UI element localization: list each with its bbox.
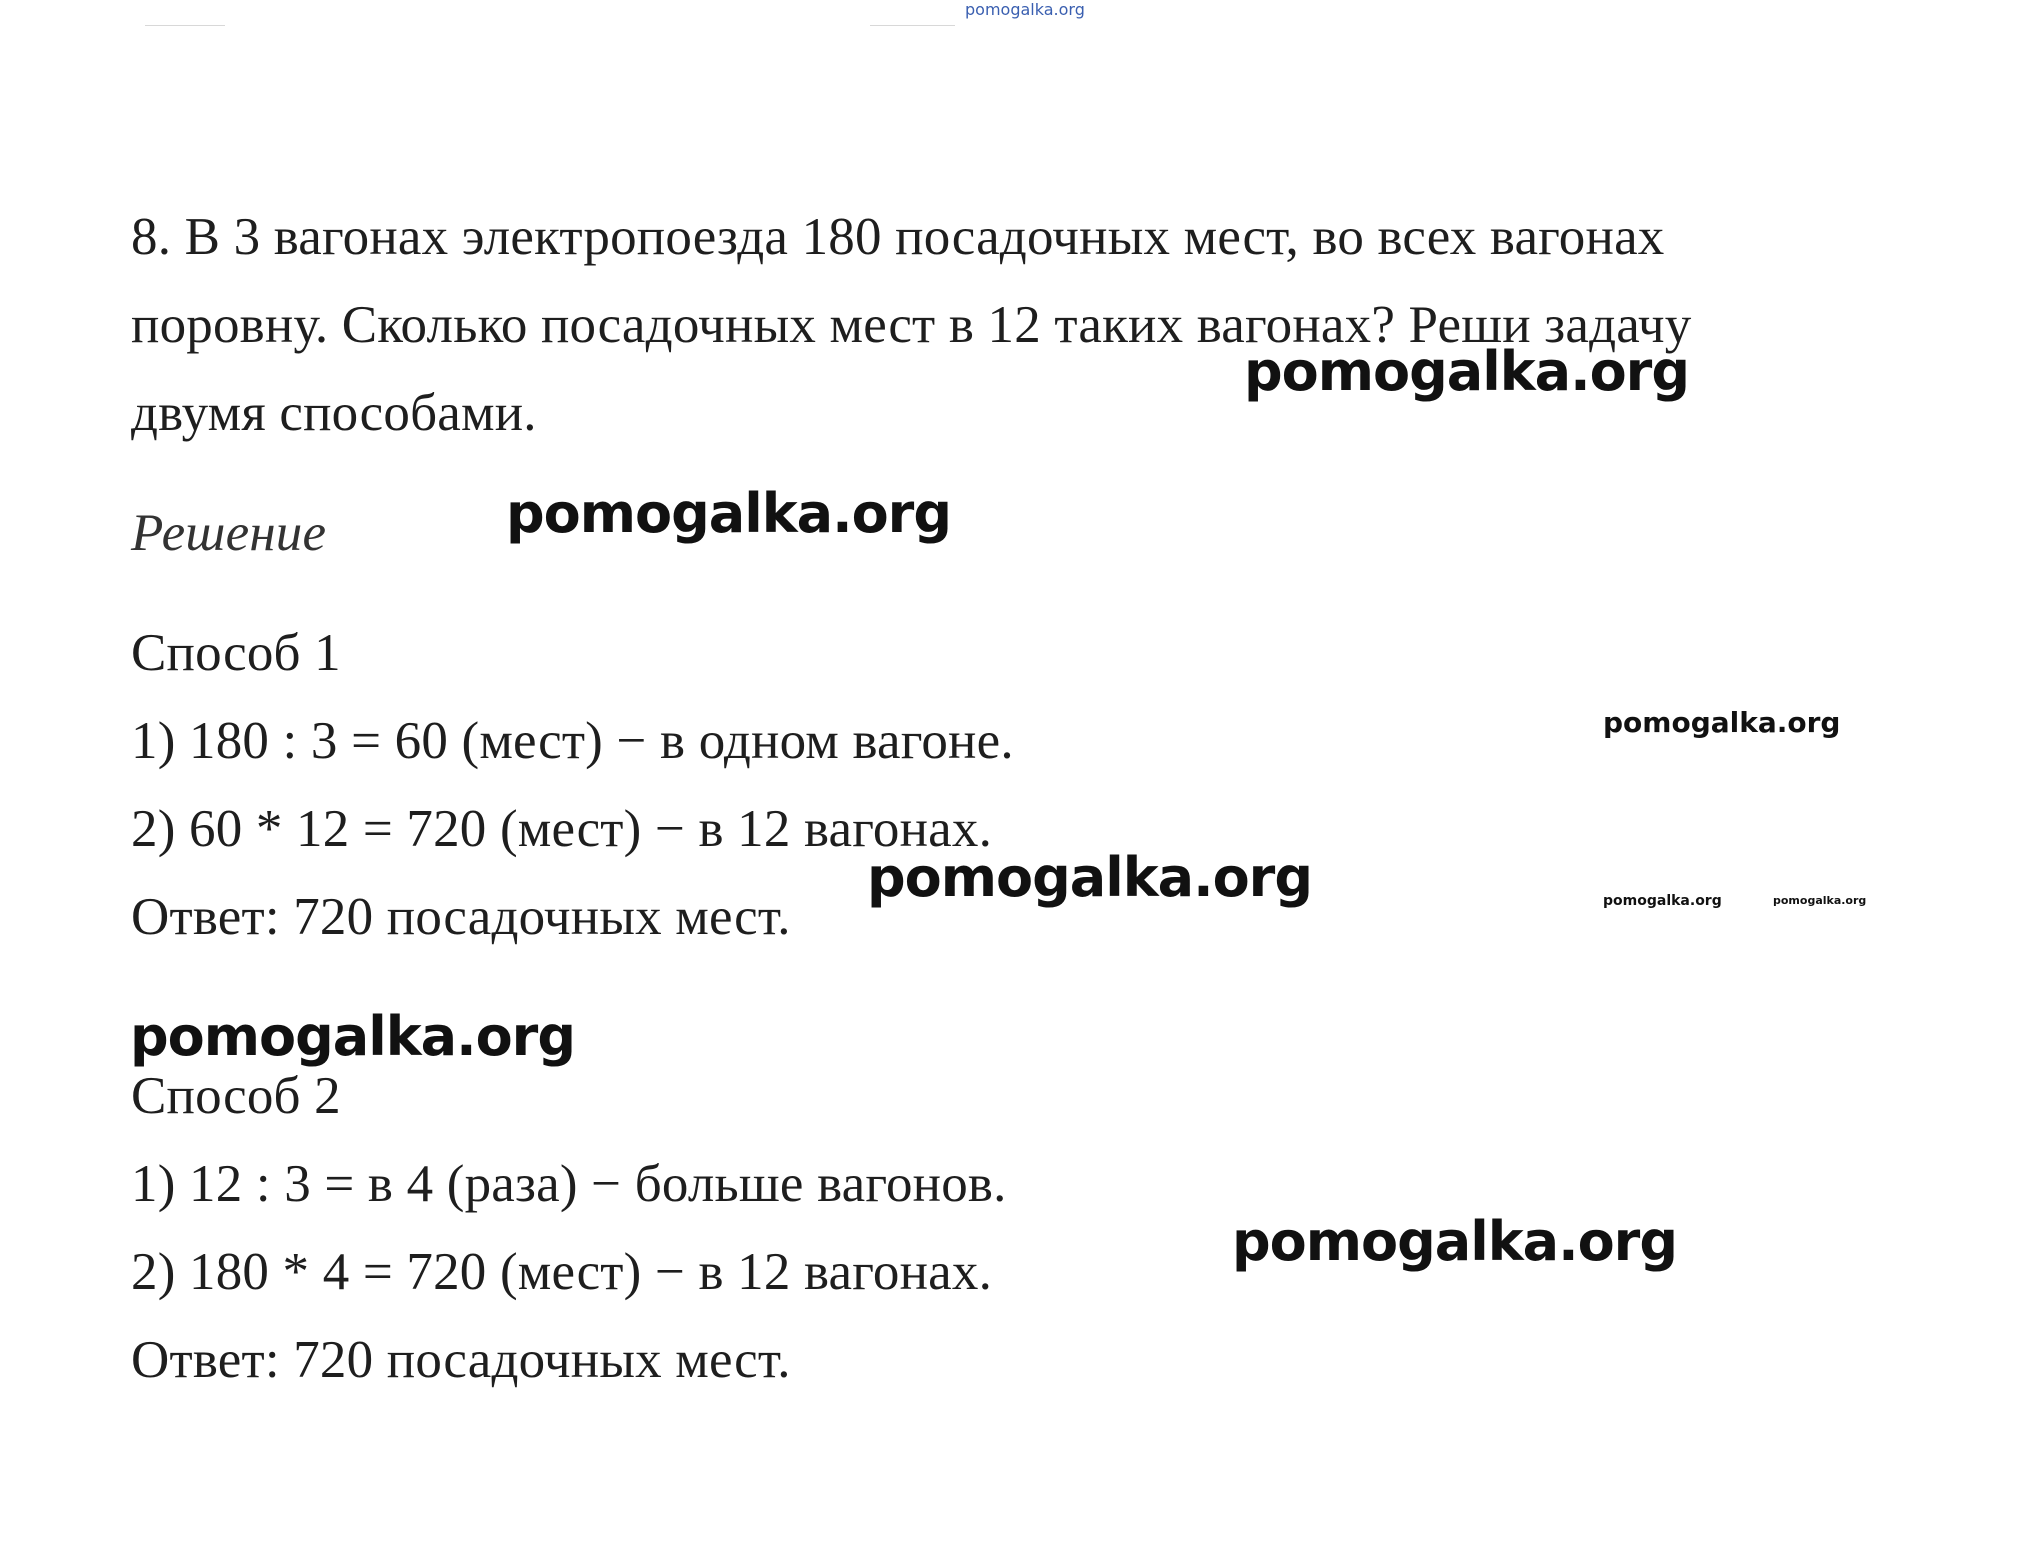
top-rule-left bbox=[145, 25, 225, 26]
method2-answer: Ответ: 720 посадочных мест. bbox=[131, 1331, 791, 1389]
method1-step1: 1) 180 : 3 = 60 (мест) − в одном вагоне. bbox=[131, 712, 1014, 770]
solution-heading: Решение bbox=[131, 504, 327, 562]
method1-answer: Ответ: 720 посадочных мест. bbox=[131, 888, 791, 946]
watermark-1: pomogalka.org bbox=[1244, 340, 1689, 403]
problem-line-3: двумя способами. bbox=[131, 384, 537, 442]
top-watermark: pomogalka.org bbox=[965, 0, 1085, 19]
method2-title: Способ 2 bbox=[131, 1067, 341, 1125]
watermark-8: pomogalka.org bbox=[1232, 1210, 1677, 1273]
method2-step1: 1) 12 : 3 = в 4 (раза) − больше вагонов. bbox=[131, 1155, 1007, 1213]
watermark-2: pomogalka.org bbox=[506, 482, 951, 545]
top-rule-center bbox=[870, 25, 955, 26]
problem-line-2: поровну. Сколько посадочных мест в 12 таких вагонах? Реши задачу bbox=[131, 296, 1692, 354]
watermark-3: pomogalka.org bbox=[1603, 706, 1841, 739]
watermark-6: pomogalka.org bbox=[1773, 894, 1867, 907]
watermark-7: pomogalka.org bbox=[130, 1005, 575, 1068]
method1-title: Способ 1 bbox=[131, 624, 341, 682]
method1-step2: 2) 60 * 12 = 720 (мест) − в 12 вагонах. bbox=[131, 800, 993, 858]
watermark-5: pomogalka.org bbox=[1603, 893, 1722, 909]
watermark-4: pomogalka.org bbox=[867, 846, 1312, 909]
method2-step2: 2) 180 * 4 = 720 (мест) − в 12 вагонах. bbox=[131, 1243, 993, 1301]
problem-line-1: 8. В 3 вагонах электропоезда 180 посадочных мест, во всех вагонах bbox=[131, 208, 1665, 266]
